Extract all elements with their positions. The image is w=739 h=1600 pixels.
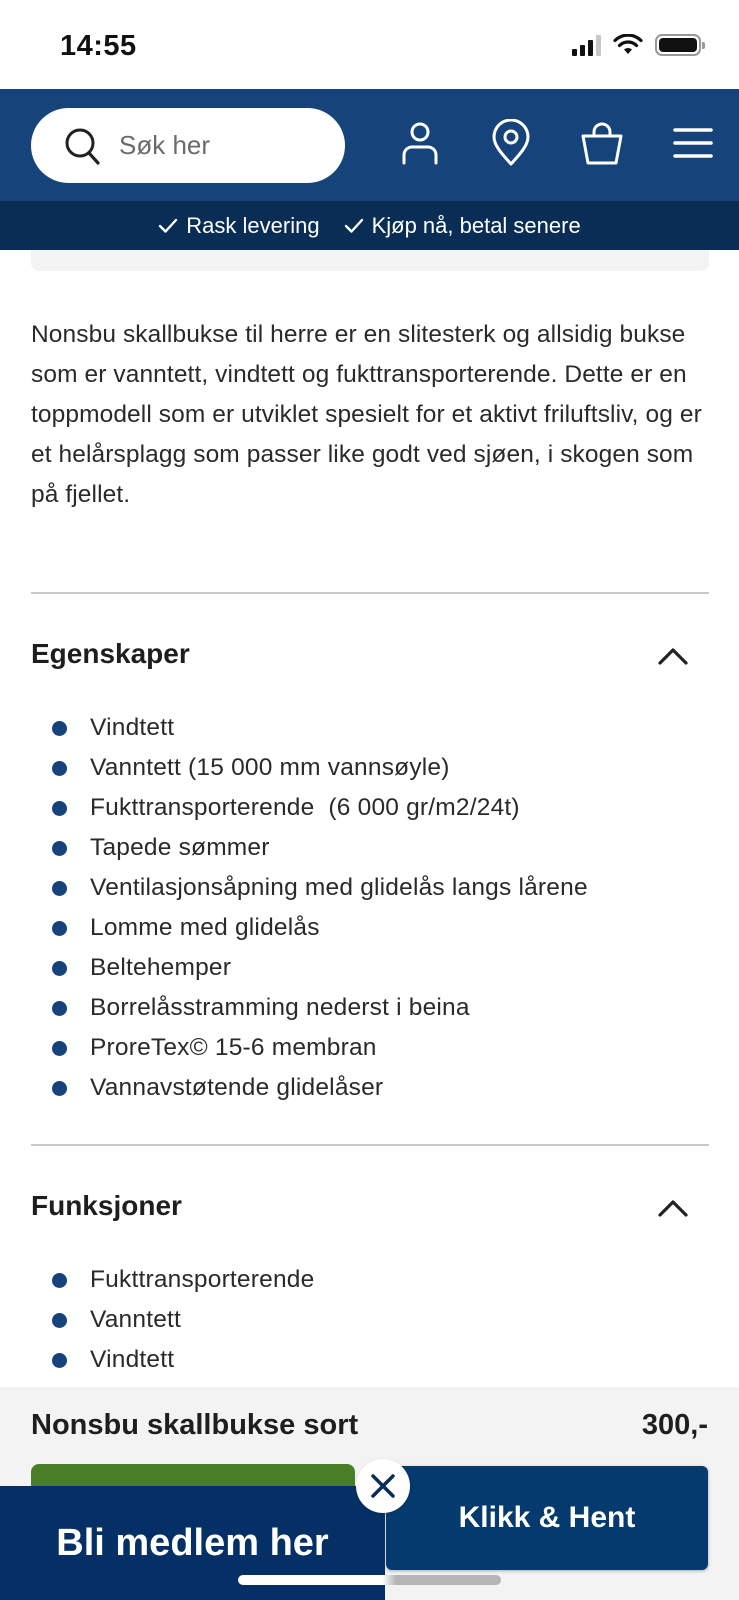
list-item xyxy=(52,708,588,748)
list-item-text: Vannavstøtende glidelåser xyxy=(90,1074,384,1101)
list-item-text: Ventilasjonsåpning med glidelås langs lårene xyxy=(90,874,588,901)
bullet-icon xyxy=(52,1001,67,1016)
shopping-bag-icon xyxy=(580,120,624,166)
list-item-text: Borrelåsstramming nederst i beina xyxy=(90,994,470,1021)
list-item-text: Lomme med glidelås xyxy=(90,914,320,941)
list-item xyxy=(52,1260,314,1300)
list-item xyxy=(52,868,588,908)
list-item-text: Fukttransporterende (6 000 gr/m2/24t) xyxy=(90,794,520,821)
status-bar xyxy=(0,0,739,89)
list-item-text: Fukttransporterende xyxy=(90,1266,315,1293)
bullet-icon xyxy=(52,1041,67,1056)
bullet-icon xyxy=(52,1313,67,1328)
list-item xyxy=(52,1340,314,1380)
site-header xyxy=(0,89,739,201)
member-signup-banner[interactable]: Bli medlem her xyxy=(0,1486,385,1600)
search-icon xyxy=(63,126,103,166)
list-item xyxy=(52,948,588,988)
bullet-icon xyxy=(52,1353,67,1368)
status-time: 14:55 xyxy=(60,30,137,62)
battery-icon xyxy=(655,34,701,56)
account-button[interactable] xyxy=(396,119,444,167)
list-item xyxy=(52,828,588,868)
accordion-title-funksjoner[interactable]: Funksjoner xyxy=(31,1190,182,1221)
list-item xyxy=(52,748,588,788)
checkmark-icon xyxy=(344,218,364,234)
bullet-icon xyxy=(52,761,67,776)
list-item xyxy=(52,788,588,828)
bullet-icon xyxy=(52,841,67,856)
list-item-text: Vanntett xyxy=(90,1306,182,1333)
list-item xyxy=(52,908,588,948)
accordion-title-egenskaper[interactable]: Egenskaper xyxy=(31,638,190,669)
usp-item xyxy=(158,213,319,239)
wifi-icon xyxy=(613,34,643,56)
egenskaper-list xyxy=(52,708,588,1108)
chevron-up-icon[interactable] xyxy=(657,1198,689,1218)
divider xyxy=(31,592,709,594)
divider xyxy=(31,1144,709,1146)
close-icon xyxy=(370,1473,396,1499)
bullet-icon xyxy=(52,921,67,936)
bullet-icon xyxy=(52,961,67,976)
close-banner-button[interactable] xyxy=(356,1459,410,1513)
search-input[interactable] xyxy=(119,130,319,161)
cellular-signal-icon xyxy=(572,34,601,56)
status-icons xyxy=(572,34,701,56)
list-item-text: Beltehemper xyxy=(90,954,232,981)
list-item-text: ProreTex© 15-6 membran xyxy=(90,1034,377,1061)
list-item-text: Vindtett xyxy=(90,714,175,741)
list-item xyxy=(52,1028,588,1068)
store-locator-button[interactable] xyxy=(487,119,535,167)
list-item-text: Vanntett (15 000 mm vannsøyle) xyxy=(90,754,450,781)
search-box[interactable] xyxy=(31,108,345,183)
list-item-text: Tapede sømmer xyxy=(90,834,270,861)
funksjoner-list xyxy=(52,1260,314,1380)
checkmark-icon xyxy=(158,218,178,234)
menu-icon xyxy=(673,126,713,160)
bullet-icon xyxy=(52,1273,67,1288)
bullet-icon xyxy=(52,801,67,816)
list-item xyxy=(52,1300,314,1340)
list-item xyxy=(52,988,588,1028)
cart-button[interactable] xyxy=(578,119,626,167)
list-item xyxy=(52,1068,588,1108)
bullet-icon xyxy=(52,1081,67,1096)
click-and-collect-button[interactable]: Klikk & Hent xyxy=(386,1466,708,1570)
usp-item xyxy=(344,213,581,239)
product-price: 300,- xyxy=(641,1409,708,1441)
content-card-bottom xyxy=(31,250,709,271)
bullet-icon xyxy=(52,881,67,896)
user-icon xyxy=(400,121,440,165)
bullet-icon xyxy=(52,721,67,736)
list-item-text: Vindtett xyxy=(90,1346,175,1373)
product-description: Nonsbu skallbukse til herre er en slitesterk og allsidig bukse som er vanntett, vindtett og fukttransporterende. Dette er en toppmodell som er utviklet spesielt for et aktivt friluftsliv, og er et helårsplagg som passer like godt ved sjøen, i skogen som på fjellet. xyxy=(31,321,702,508)
usp-bar xyxy=(0,201,739,250)
home-indicator[interactable] xyxy=(238,1575,501,1585)
usp-label: Kjøp nå, betal senere xyxy=(371,212,581,238)
menu-button[interactable] xyxy=(669,119,717,167)
usp-label: Rask levering xyxy=(186,212,320,238)
chevron-up-icon[interactable] xyxy=(657,646,689,666)
location-pin-icon xyxy=(491,119,531,167)
product-name: Nonsbu skallbukse sort xyxy=(31,1409,359,1441)
